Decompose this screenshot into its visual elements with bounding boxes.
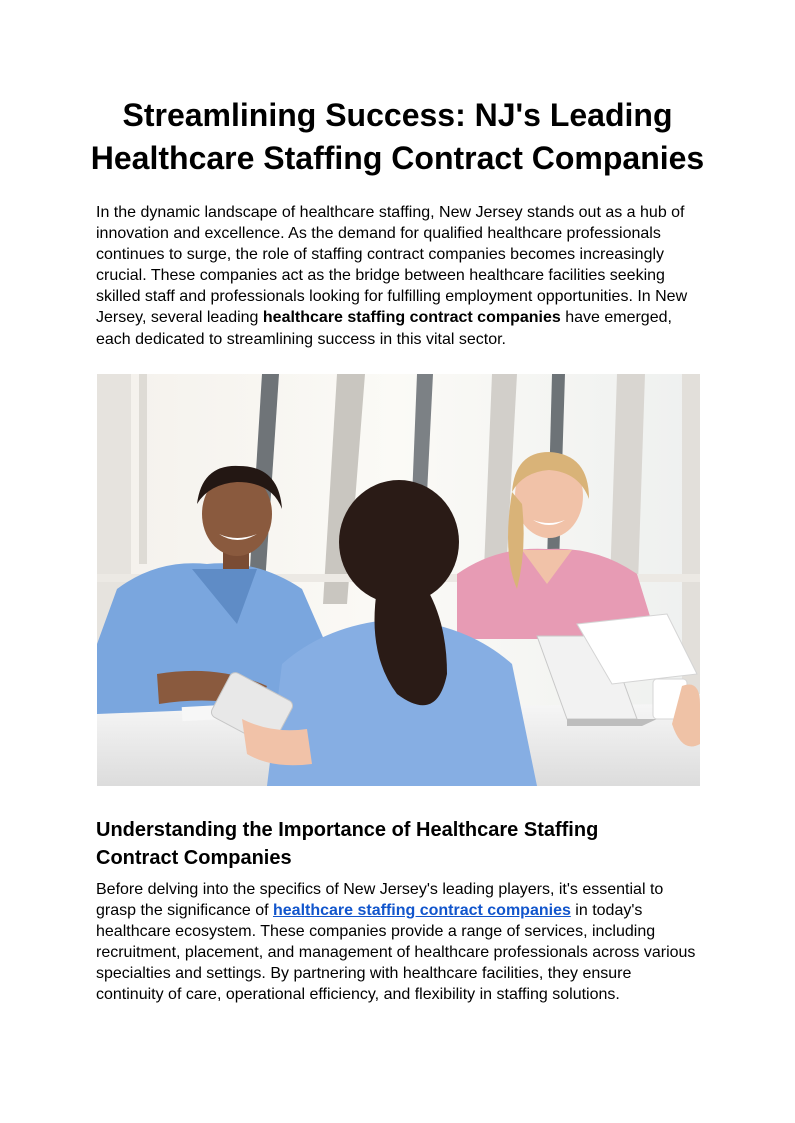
- page-title: [60, 94, 735, 180]
- hero-photo: [97, 374, 700, 786]
- section-line: [96, 900, 708, 921]
- section-line: continuity of care, operational efficiency, and flexibility in staffing solutions.: [96, 986, 620, 1004]
- section-heading: [96, 816, 708, 872]
- intro-text: Jersey, several leading: [96, 309, 263, 327]
- intro-line: [96, 307, 708, 328]
- section-text: in today's: [570, 902, 643, 920]
- title-line-1: Streamlining Success: NJ's Leading: [122, 97, 673, 133]
- title-line-2: Healthcare Staffing Contract Companies: [90, 140, 705, 176]
- section-line: healthcare ecosystem. These companies provide a range of services, including: [96, 923, 656, 941]
- section-heading-line-1: Understanding the Importance of Healthcare Staffing: [96, 819, 599, 841]
- intro-line: In the dynamic landscape of healthcare staffing, New Jersey stands out as a hub of: [96, 204, 685, 221]
- nurses-meeting-illustration: [97, 374, 700, 786]
- section-line: recruitment, placement, and management of healthcare professionals across various: [96, 944, 696, 962]
- intro-bold-keyword: healthcare staffing contract companies: [262, 309, 561, 327]
- intro-line: each dedicated to streamlining success in this vital sector.: [96, 330, 506, 348]
- intro-line: continues to surge, the role of staffing contract companies becomes increasingly: [96, 246, 665, 264]
- section-paragraph: [96, 879, 708, 1006]
- intro-line: crucial. These companies act as the bridge between healthcare facilities seeking: [96, 267, 665, 285]
- section-heading-line-2: Contract Companies: [96, 847, 292, 869]
- intro-line: skilled staff and professionals looking for fulfilling employment opportunities. In New: [96, 288, 688, 306]
- intro-text: have emerged,: [560, 309, 672, 327]
- intro-paragraph: [96, 202, 708, 350]
- intro-line: innovation and excellence. As the demand for qualified healthcare professionals: [96, 225, 661, 243]
- staffing-companies-link[interactable]: healthcare staffing contract companies: [273, 902, 571, 920]
- section-line: specialties and settings. By partnering with healthcare facilities, they ensure: [96, 965, 632, 983]
- section-text: grasp the significance of: [96, 902, 273, 920]
- section-line: Before delving into the specifics of New Jersey's leading players, it's essential to: [96, 881, 664, 898]
